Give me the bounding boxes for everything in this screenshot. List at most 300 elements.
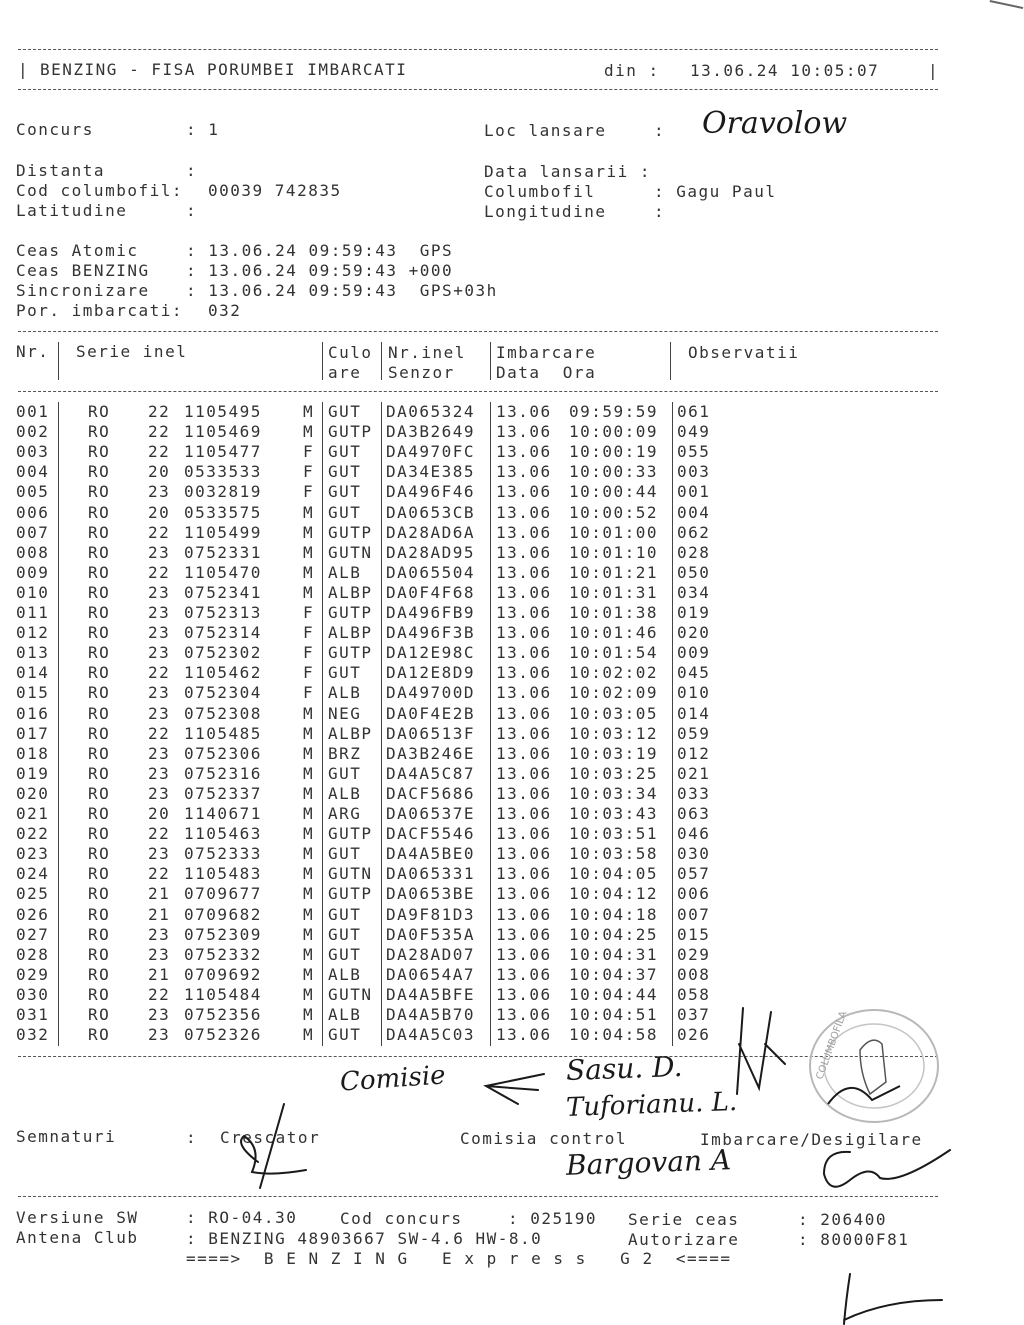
row-ring-number: 1105463 [184,824,262,844]
row-number: 029 [16,964,50,984]
row-date: 13.06 [496,502,552,522]
table-row [0,965,940,985]
row-country: RO [88,663,111,683]
row-country: RO [88,984,111,1004]
row-time: 10:04:05 [569,864,659,884]
versiune-sw-label: Versiune SW [16,1208,139,1227]
row-sex: M [303,1005,315,1024]
ceas-atomic-label: Ceas Atomic [16,241,139,260]
row-number: 012 [16,623,50,643]
row-date: 13.06 [496,844,552,864]
row-color: ALBP [328,623,373,643]
row-number: 014 [16,663,50,683]
row-sex: F [303,623,315,643]
header-divider-culo [322,342,323,380]
crescator-signature [232,1100,312,1192]
row-time: 10:03:58 [569,844,659,864]
row-country: RO [88,864,111,884]
table-row [0,603,940,623]
table-row [0,804,940,824]
row-sex: M [303,1025,315,1045]
row-sensor: DA3B2649 [386,422,476,442]
row-country: RO [88,582,111,602]
scan-corner-mark [988,0,1024,19]
row-sex: F [303,462,315,482]
table-row [0,985,940,1005]
row-time: 10:04:18 [569,904,659,924]
row-ring-number: 0752332 [184,944,262,964]
row-number: 002 [16,422,50,442]
versiune-sw-value: : RO-04.30 [186,1208,298,1227]
row-observation: 029 [677,944,711,964]
row-number: 018 [16,743,50,763]
loc-lansare-handwritten: Oravolow [702,106,848,141]
row-year: 22 [148,422,171,442]
row-ring-number: 0709677 [184,884,262,904]
row-ring-number: 0752306 [184,743,262,763]
row-observation: 004 [677,502,711,522]
row-color: GUTP [328,884,373,904]
row-date: 13.06 [496,924,552,944]
row-observation: 045 [677,663,711,683]
loc-lansare-colon: : [654,121,666,140]
row-date: 13.06 [496,562,552,582]
row-year: 22 [148,723,171,743]
row-date: 13.06 [496,442,552,462]
row-time: 10:01:00 [569,522,659,542]
row-country: RO [88,783,111,803]
row-sex: M [303,844,315,864]
row-observation: 058 [677,984,711,1004]
imbarcare-desigilare-label: Imbarcare/Desigilare [700,1130,923,1149]
row-time: 10:00:52 [569,502,659,522]
row-time: 10:02:02 [569,663,659,683]
row-year: 23 [148,1025,171,1045]
row-time: 10:04:25 [569,924,659,944]
row-ring-number: 0533575 [184,502,262,522]
footer-top-rule [18,1196,938,1197]
row-date: 13.06 [496,763,552,783]
concurs-value: : 1 [186,120,220,139]
row-country: RO [88,1005,111,1024]
row-date: 13.06 [496,542,552,562]
row-country: RO [88,683,111,703]
data-lansarii-label: Data lansarii : [484,162,651,181]
table-row [0,503,940,523]
row-date: 13.06 [496,703,552,723]
row-sex: M [303,562,315,582]
row-observation: 049 [677,422,711,442]
row-sensor: DACF5546 [386,824,476,844]
comisia-control-label: Comisia control [460,1129,627,1148]
autorizare-label: Autorizare [628,1230,740,1249]
row-observation: 057 [677,864,711,884]
table-row [0,683,940,703]
latitudine-label: Latitudine [16,201,128,220]
row-time: 10:03:05 [569,703,659,723]
row-number: 013 [16,643,50,663]
row-ring-number: 0533533 [184,462,262,482]
ceas-benzing-label: Ceas BENZING [16,261,150,280]
row-time: 10:01:54 [569,643,659,663]
row-number: 020 [16,783,50,803]
row-country: RO [88,904,111,924]
row-year: 21 [148,884,171,904]
row-year: 23 [148,763,171,783]
table-row [0,1005,940,1025]
longitudine-value: : [654,202,666,221]
row-country: RO [88,804,111,823]
row-date: 13.06 [496,864,552,884]
row-time: 10:04:37 [569,964,659,984]
row-time: 10:03:43 [569,804,659,823]
table-row [0,623,940,643]
row-country: RO [88,623,111,643]
header-divider-nr [58,342,59,380]
cod-columbofil-value: 00039 742835 [208,181,342,200]
header-left-bar: | [18,60,30,79]
table-row [0,543,940,563]
row-country: RO [88,924,111,944]
row-date: 13.06 [496,804,552,823]
row-ring-number: 0752333 [184,844,262,864]
row-date: 13.06 [496,462,552,482]
row-date: 13.06 [496,482,552,502]
row-ring-number: 1105477 [184,442,262,462]
row-observation: 015 [677,924,711,944]
row-color: GUT [328,763,362,783]
row-year: 22 [148,824,171,844]
row-color: GUTN [328,984,373,1004]
row-date: 13.06 [496,723,552,743]
table-row [0,462,940,482]
table-row [0,704,940,724]
row-time: 10:03:25 [569,763,659,783]
row-date: 13.06 [496,984,552,1004]
columbofil-label: Columbofil [484,182,596,201]
table-row [0,1025,940,1045]
row-number: 004 [16,462,50,482]
row-time: 10:03:19 [569,743,659,763]
row-date: 13.06 [496,783,552,803]
row-sensor: DA12E8D9 [386,663,476,683]
row-date: 13.06 [496,944,552,964]
row-sex: M [303,884,315,904]
row-sensor: DA0654A7 [386,964,476,984]
row-time: 10:01:46 [569,623,659,643]
row-color: GUT [328,944,362,964]
row-ring-number: 0752331 [184,542,262,562]
row-time: 10:03:51 [569,824,659,844]
row-sensor: DA3B246E [386,743,476,763]
handwritten-name-tuforianu: Tuforianu. L. [565,1087,738,1123]
row-country: RO [88,442,111,462]
handwritten-comisie: Comisie [339,1060,447,1098]
row-ring-number: 0709692 [184,964,262,984]
table-row [0,905,940,925]
table-row [0,884,940,904]
col-header-data-ora: Data Ora [496,363,597,382]
header-din-label: din : [604,61,660,80]
row-year: 23 [148,482,171,502]
row-sensor: DA28AD07 [386,944,476,964]
row-time: 10:01:10 [569,542,659,562]
col-header-nr: Nr. [16,342,50,361]
row-color: ARG [328,804,362,823]
row-number: 009 [16,562,50,582]
row-color: ALB [328,964,362,984]
row-color: ALB [328,683,362,703]
row-time: 10:04:51 [569,1005,659,1024]
row-ring-number: 1105484 [184,984,262,1004]
row-color: GUT [328,924,362,944]
row-time: 10:03:34 [569,783,659,803]
row-date: 13.06 [496,663,552,683]
row-year: 23 [148,703,171,723]
imbarcare-signature [810,1144,960,1198]
sincronizare-label: Sincronizare [16,281,150,300]
table-row [0,643,940,663]
row-country: RO [88,944,111,964]
table-row [0,422,940,442]
row-sensor: DA0F535A [386,924,476,944]
row-time: 10:01:38 [569,603,659,622]
row-observation: 007 [677,904,711,924]
row-ring-number: 1105462 [184,663,262,683]
sincronizare-value: : 13.06.24 09:59:43 GPS+03h [186,281,498,300]
row-sensor: DA4A5C03 [386,1025,476,1045]
row-color: ALBP [328,723,373,743]
row-sensor: DA4970FC [386,442,476,462]
row-sex: F [303,442,315,462]
row-observation: 020 [677,623,711,643]
row-sensor: DA0F4E2B [386,703,476,723]
columbofil-value: : Gagu Paul [654,182,777,201]
row-sensor: DA0653BE [386,884,476,904]
row-sensor: DA9F81D3 [386,904,476,924]
row-year: 23 [148,1005,171,1024]
crescator-label: Crescator [220,1128,321,1147]
col-header-observatii: Observatii [688,343,800,362]
stamp-text: COLUMBOFILA [814,1009,850,1082]
row-sensor: DA49700D [386,683,476,703]
row-time: 10:01:31 [569,582,659,602]
club-stamp-icon [800,1004,944,1126]
distanta-value: : [186,161,198,180]
row-color: NEG [328,703,362,723]
row-color: ALBP [328,582,373,602]
row-date: 13.06 [496,1025,552,1045]
row-year: 22 [148,402,171,421]
col-header-are: are [328,363,362,382]
table-row [0,724,940,744]
row-date: 13.06 [496,743,552,763]
row-year: 23 [148,623,171,643]
row-color: GUT [328,904,362,924]
row-sex: M [303,824,315,844]
row-sex: M [303,864,315,884]
row-country: RO [88,562,111,582]
header-divider-observatii [670,342,671,380]
semnaturi-colon: : [186,1128,198,1147]
row-observation: 001 [677,482,711,502]
table-body [0,402,940,1046]
row-year: 23 [148,944,171,964]
row-sensor: DA0653CB [386,502,476,522]
row-year: 20 [148,502,171,522]
row-ring-number: 1105469 [184,422,262,442]
row-color: GUT [328,502,362,522]
row-sex: M [303,984,315,1004]
table-top-rule [18,331,938,332]
concurs-label: Concurs [16,120,94,139]
row-sex: F [303,643,315,663]
row-sensor: DA4A5BE0 [386,844,476,864]
row-country: RO [88,703,111,723]
row-sensor: DA4A5BFE [386,984,476,1004]
row-country: RO [88,502,111,522]
row-date: 13.06 [496,522,552,542]
row-observation: 061 [677,402,711,421]
row-date: 13.06 [496,1005,552,1024]
row-year: 23 [148,542,171,562]
row-country: RO [88,824,111,844]
row-color: BRZ [328,743,362,763]
row-year: 22 [148,864,171,884]
row-ring-number: 0752314 [184,623,262,643]
row-date: 13.06 [496,643,552,663]
row-year: 20 [148,462,171,482]
row-date: 13.06 [496,623,552,643]
row-observation: 014 [677,703,711,723]
row-time: 10:03:12 [569,723,659,743]
ceas-benzing-value: : 13.06.24 09:59:43 +000 [186,261,454,280]
row-number: 006 [16,502,50,522]
row-observation: 050 [677,562,711,582]
row-sex: F [303,603,315,622]
row-sensor: DA4A5B70 [386,1005,476,1024]
row-sex: M [303,804,315,823]
row-year: 23 [148,582,171,602]
row-date: 13.06 [496,582,552,602]
table-row [0,482,940,502]
handwritten-name-sasu: Sasu. D. [565,1049,683,1088]
table-row [0,784,940,804]
row-ring-number: 0752309 [184,924,262,944]
table-row [0,844,940,864]
row-time: 10:02:09 [569,683,659,703]
row-sensor: DA065324 [386,402,476,421]
row-time: 10:04:12 [569,884,659,904]
table-row [0,402,940,422]
row-observation: 009 [677,643,711,663]
row-number: 025 [16,884,50,904]
row-sex: M [303,422,315,442]
row-ring-number: 0752356 [184,1005,262,1024]
row-year: 21 [148,964,171,984]
col-header-culo: Culo [328,343,373,362]
ceas-atomic-value: : 13.06.24 09:59:43 GPS [186,241,454,260]
col-header-imbarcare: Imbarcare [496,343,597,362]
row-sensor: DACF5686 [386,783,476,803]
row-sensor: DA06537E [386,804,476,823]
row-time: 10:04:31 [569,944,659,964]
row-color: GUTP [328,824,373,844]
row-year: 22 [148,442,171,462]
row-country: RO [88,743,111,763]
por-imbarcati-label: Por. imbarcati: [16,301,183,320]
row-observation: 034 [677,582,711,602]
row-year: 23 [148,683,171,703]
row-color: ALB [328,562,362,582]
row-country: RO [88,522,111,542]
row-sex: M [303,502,315,522]
header-din-value: 13.06.24 10:05:07 [690,61,880,80]
row-country: RO [88,763,111,783]
row-number: 026 [16,904,50,924]
row-number: 027 [16,924,50,944]
row-sensor: DA06513F [386,723,476,743]
row-sensor: DA34E385 [386,462,476,482]
row-date: 13.06 [496,904,552,924]
document-title: BENZING - FISA PORUMBEI IMBARCATI [40,60,408,79]
row-ring-number: 0752308 [184,703,262,723]
row-year: 23 [148,844,171,864]
row-sensor: DA065504 [386,562,476,582]
row-ring-number: 0752316 [184,763,262,783]
row-number: 019 [16,763,50,783]
row-ring-number: 0032819 [184,482,262,502]
row-time: 10:00:44 [569,482,659,502]
row-sex: M [303,402,315,421]
row-date: 13.06 [496,683,552,703]
row-ring-number: 1105483 [184,864,262,884]
row-date: 13.06 [496,603,552,622]
row-observation: 063 [677,804,711,823]
antena-club-value: : BENZING 48903667 SW-4.6 HW-8.0 [186,1229,543,1248]
header-divider-nrinel [381,342,382,380]
benzing-brand-line: ====> B E N Z I N G E x p r e s s G 2 <==== [186,1249,732,1268]
header-right-bar: | [928,61,940,80]
cod-concurs-value: : 025190 [508,1209,598,1228]
row-number: 010 [16,582,50,602]
table-row [0,744,940,764]
row-number: 031 [16,1005,50,1024]
col-header-nrinel: Nr.inel [388,343,466,362]
table-row [0,925,940,945]
header-divider-imbarcare [490,342,491,380]
row-sex: M [303,904,315,924]
serie-ceas-value: : 206400 [798,1210,888,1229]
row-sex: M [303,582,315,602]
row-ring-number: 0752302 [184,643,262,663]
row-color: GUTP [328,522,373,542]
row-observation: 010 [677,683,711,703]
row-country: RO [88,542,111,562]
row-year: 22 [148,984,171,1004]
row-country: RO [88,643,111,663]
row-sex: F [303,482,315,502]
row-sensor: DA28AD6A [386,522,476,542]
row-date: 13.06 [496,824,552,844]
table-header-rule [18,391,938,392]
row-ring-number: 0709682 [184,904,262,924]
row-number: 023 [16,844,50,864]
row-country: RO [88,422,111,442]
table-row [0,523,940,543]
table-row [0,442,940,462]
row-number: 030 [16,984,50,1004]
